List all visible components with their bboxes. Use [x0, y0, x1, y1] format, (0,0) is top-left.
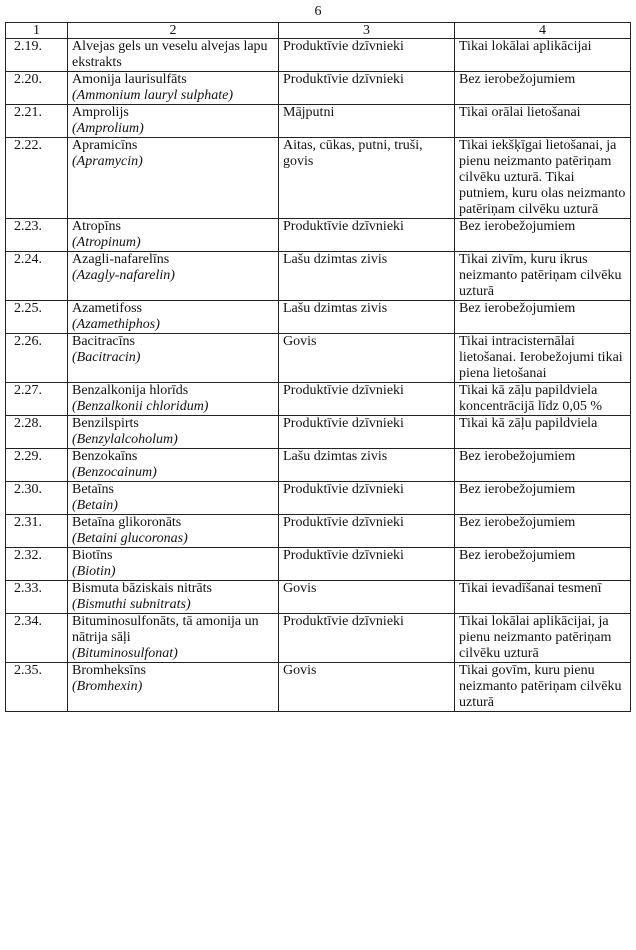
substance-name: Amprolijs: [72, 105, 129, 120]
table-header: [6, 23, 631, 39]
row-number: 2.25.: [6, 301, 68, 334]
species-cell: Produktīvie dzīvnieki: [279, 219, 455, 252]
conditions-cell: Tikai intracisternālai lietošanai. Ierobežojumi tikai piena lietošanai: [455, 334, 631, 383]
substance-latin-name: (Bromhexin): [72, 679, 143, 694]
table-row: [6, 138, 631, 219]
table-row: [6, 301, 631, 334]
column-header-3: 3: [279, 23, 455, 39]
substance-cell: [68, 548, 279, 581]
substance-name: Azagli-nafarelīns: [72, 252, 170, 267]
species-cell: Produktīvie dzīvnieki: [279, 548, 455, 581]
substance-latin-name: (Ammonium lauryl sulphate): [72, 88, 233, 103]
substance-latin-name: (Apramycin): [72, 154, 143, 169]
species-cell: Produktīvie dzīvnieki: [279, 72, 455, 105]
table-row: [6, 614, 631, 663]
table-row: [6, 39, 631, 72]
substance-latin-name: (Bacitracin): [72, 350, 141, 365]
substance-cell: [68, 482, 279, 515]
conditions-cell: Tikai kā zāļu papildviela: [455, 416, 631, 449]
substance-latin-name: (Benzalkonii chloridum): [72, 399, 209, 414]
table-row: [6, 449, 631, 482]
conditions-cell: Tikai lokālai aplikācijai, ja pienu neizmanto patēriņam cilvēku uzturā: [455, 614, 631, 663]
substance-name: Bituminosulfonāts, tā amonija un nātrija sāļi: [72, 614, 259, 645]
substance-name: Azametifoss: [72, 301, 142, 316]
substance-name: Betaīns: [72, 482, 114, 497]
table-row: [6, 416, 631, 449]
substance-cell: [68, 138, 279, 219]
species-cell: Produktīvie dzīvnieki: [279, 383, 455, 416]
substances-table: [5, 22, 631, 712]
row-number: 2.20.: [6, 72, 68, 105]
substance-latin-name: (Biotin): [72, 564, 116, 579]
row-number: 2.30.: [6, 482, 68, 515]
substance-cell: [68, 383, 279, 416]
table-row: [6, 515, 631, 548]
substance-latin-name: (Betain): [72, 498, 118, 513]
conditions-cell: Tikai lokālai aplikācijai: [455, 39, 631, 72]
species-cell: Lašu dzimtas zivis: [279, 301, 455, 334]
conditions-cell: Tikai orālai lietošanai: [455, 105, 631, 138]
species-cell: Govis: [279, 334, 455, 383]
row-number: 2.29.: [6, 449, 68, 482]
table-row: [6, 72, 631, 105]
conditions-cell: Bez ierobežojumiem: [455, 482, 631, 515]
conditions-cell: Tikai zivīm, kuru ikrus neizmanto patēriņam cilvēku uzturā: [455, 252, 631, 301]
table-row: [6, 219, 631, 252]
header-row: [6, 23, 631, 39]
row-number: 2.35.: [6, 663, 68, 712]
row-number: 2.21.: [6, 105, 68, 138]
row-number: 2.32.: [6, 548, 68, 581]
substance-cell: [68, 301, 279, 334]
substance-cell: [68, 252, 279, 301]
column-header-1: 1: [6, 23, 68, 39]
substance-latin-name: (Atropinum): [72, 235, 141, 250]
substance-cell: [68, 416, 279, 449]
substance-name: Biotīns: [72, 548, 113, 563]
species-cell: Produktīvie dzīvnieki: [279, 39, 455, 72]
substance-latin-name: (Amprolium): [72, 121, 144, 136]
conditions-cell: Tikai ievadīšanai tesmenī: [455, 581, 631, 614]
species-cell: Aitas, cūkas, putni, truši, govis: [279, 138, 455, 219]
substance-latin-name: (Azamethiphos): [72, 317, 160, 332]
row-number: 2.27.: [6, 383, 68, 416]
substance-latin-name: (Benzocainum): [72, 465, 157, 480]
substance-cell: [68, 105, 279, 138]
table-row: [6, 482, 631, 515]
substance-name: Amonija laurisulfāts: [72, 72, 187, 87]
conditions-cell: Bez ierobežojumiem: [455, 72, 631, 105]
conditions-cell: Tikai govīm, kuru pienu neizmanto patēriņam cilvēku uzturā: [455, 663, 631, 712]
substance-cell: [68, 581, 279, 614]
substance-cell: [68, 449, 279, 482]
substance-name: Bacitracīns: [72, 334, 135, 349]
species-cell: Produktīvie dzīvnieki: [279, 515, 455, 548]
substance-name: Bromheksīns: [72, 663, 146, 678]
species-cell: Govis: [279, 663, 455, 712]
row-number: 2.26.: [6, 334, 68, 383]
substance-latin-name: (Azagly-nafarelin): [72, 268, 175, 283]
species-cell: Produktīvie dzīvnieki: [279, 482, 455, 515]
row-number: 2.34.: [6, 614, 68, 663]
row-number: 2.23.: [6, 219, 68, 252]
substance-latin-name: (Bituminosulfonat): [72, 646, 178, 661]
table-row: [6, 252, 631, 301]
substance-cell: [68, 39, 279, 72]
substance-name: Bismuta bāziskais nitrāts: [72, 581, 212, 596]
conditions-cell: Bez ierobežojumiem: [455, 301, 631, 334]
table-row: [6, 663, 631, 712]
substance-cell: [68, 663, 279, 712]
substance-cell: [68, 334, 279, 383]
species-cell: Produktīvie dzīvnieki: [279, 614, 455, 663]
substance-cell: [68, 219, 279, 252]
species-cell: Lašu dzimtas zivis: [279, 449, 455, 482]
row-number: 2.31.: [6, 515, 68, 548]
conditions-cell: Bez ierobežojumiem: [455, 548, 631, 581]
substance-name: Alvejas gels un veselu alvejas lapu ekstrakts: [72, 39, 268, 70]
row-number: 2.33.: [6, 581, 68, 614]
row-number: 2.22.: [6, 138, 68, 219]
species-cell: Lašu dzimtas zivis: [279, 252, 455, 301]
species-cell: Mājputni: [279, 105, 455, 138]
conditions-cell: Tikai iekšķīgai lietošanai, ja pienu neizmanto patēriņam cilvēku uzturā. Tikai putniem, kuru olas neizmanto patēriņam cilvēku uzturā: [455, 138, 631, 219]
substance-name: Atropīns: [72, 219, 121, 234]
row-number: 2.19.: [6, 39, 68, 72]
substance-cell: [68, 72, 279, 105]
substance-name: Benzalkonija hlorīds: [72, 383, 189, 398]
substance-cell: [68, 614, 279, 663]
substance-latin-name: (Bismuthi subnitrats): [72, 597, 191, 612]
table-row: [6, 334, 631, 383]
column-header-4: 4: [455, 23, 631, 39]
table-body: [6, 39, 631, 712]
substance-name: Benzilspirts: [72, 416, 139, 431]
substance-name: Benzokaīns: [72, 449, 138, 464]
substance-name: Betaīna glikoronāts: [72, 515, 182, 530]
table-row: [6, 105, 631, 138]
row-number: 2.28.: [6, 416, 68, 449]
substance-latin-name: (Benzylalcoholum): [72, 432, 178, 447]
table-row: [6, 581, 631, 614]
species-cell: Govis: [279, 581, 455, 614]
row-number: 2.24.: [6, 252, 68, 301]
conditions-cell: Tikai kā zāļu papildviela koncentrācijā līdz 0,05 %: [455, 383, 631, 416]
page-number: 6: [314, 4, 322, 19]
substance-latin-name: (Betaini glucoronas): [72, 531, 188, 546]
table-row: [6, 383, 631, 416]
column-header-2: 2: [68, 23, 279, 39]
conditions-cell: Bez ierobežojumiem: [455, 515, 631, 548]
conditions-cell: Bez ierobežojumiem: [455, 219, 631, 252]
table-row: [6, 548, 631, 581]
conditions-cell: Bez ierobežojumiem: [455, 449, 631, 482]
substance-name: Apramicīns: [72, 138, 138, 153]
substance-cell: [68, 515, 279, 548]
species-cell: Produktīvie dzīvnieki: [279, 416, 455, 449]
